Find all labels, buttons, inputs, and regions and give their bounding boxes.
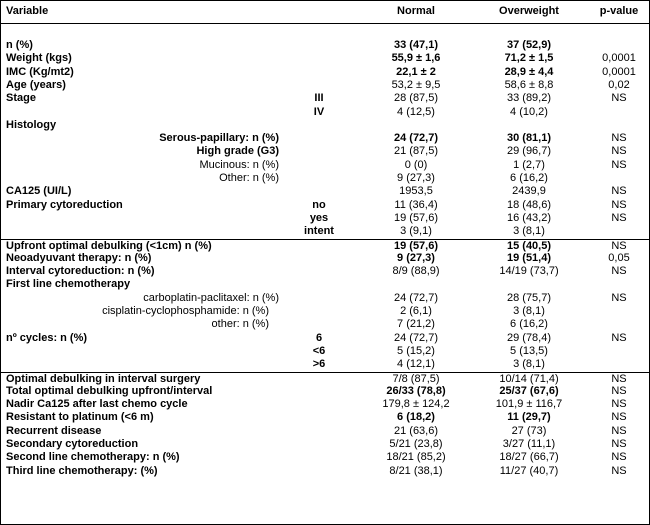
cell-overweight: 3 (8,1)	[513, 225, 545, 238]
table-row	[1, 106, 649, 118]
cell-overweight: 14/19 (73,7)	[499, 265, 559, 278]
cell-overweight: 1 (2,7)	[513, 158, 545, 171]
cell-normal: 11 (36,4)	[394, 198, 438, 211]
table-header	[1, 1, 649, 24]
row-label: First line chemotherapy	[6, 278, 131, 291]
cell-normal: 24 (72,7)	[393, 132, 439, 145]
header-variable: Variable	[6, 5, 49, 17]
cell-normal: 24 (72,7)	[393, 291, 439, 304]
table-row	[1, 385, 649, 397]
cell-overweight: 18 (48,6)	[506, 198, 552, 211]
row-label: n (%)	[6, 39, 33, 51]
table-row	[1, 438, 649, 450]
row-label: Upfront optimal debulking (<1cm) n (%)	[6, 239, 212, 252]
table-row	[1, 225, 649, 237]
cell-overweight: 37 (52,9)	[506, 39, 552, 51]
row-subgroup: >6	[312, 358, 326, 371]
cell-overweight: 3/27 (11,1)	[502, 438, 556, 450]
row-subgroup: 6	[315, 331, 323, 344]
cell-overweight: 11 (29,7)	[507, 411, 551, 424]
row-label: Total optimal debulking upfront/interval	[6, 384, 213, 397]
table-row	[1, 372, 649, 385]
cell-normal: 24 (72,7)	[393, 331, 439, 344]
cell-overweight: 3 (8,1)	[513, 305, 545, 317]
cell-pvalue: NS	[611, 185, 627, 198]
row-subgroup: no	[312, 198, 326, 211]
cell-pvalue: 0,0001	[602, 52, 636, 65]
cell-overweight: 27 (73)	[511, 424, 547, 437]
cell-pvalue: NS	[611, 424, 627, 437]
row-label: Second line chemotherapy: n (%)	[6, 451, 180, 464]
table-row	[1, 318, 649, 330]
row-subgroup: IV	[313, 105, 325, 118]
cell-overweight: 29 (96,7)	[506, 145, 552, 158]
row-label: Neoadyuvant therapy: n (%)	[6, 251, 152, 264]
row-label: Histology	[6, 118, 57, 131]
header-pvalue: p-value	[599, 5, 639, 17]
table-row	[1, 66, 649, 78]
cell-normal: 7 (21,2)	[397, 318, 435, 331]
cell-overweight: 29 (78,4)	[506, 331, 552, 344]
row-label: Other: n (%)	[219, 172, 279, 184]
cell-overweight: 10/14 (71,4)	[499, 372, 559, 385]
table-row	[1, 451, 649, 463]
table-row	[1, 465, 649, 477]
row-label: Serous-papillary: n (%)	[159, 132, 279, 145]
cell-normal: 18/21 (85,2)	[386, 451, 446, 464]
cell-pvalue: NS	[611, 211, 627, 224]
cell-normal: 2 (6,1)	[400, 305, 432, 317]
cell-overweight: 30 (81,1)	[506, 132, 552, 145]
cell-normal: 26/33 (78,8)	[386, 384, 446, 397]
row-label: Primary cytoreduction	[6, 198, 123, 211]
row-label: other: n (%)	[211, 318, 269, 331]
table-row	[1, 172, 649, 184]
cell-overweight: 6 (16,2)	[510, 172, 548, 184]
row-label: IMC (Kg/mt2)	[6, 65, 74, 78]
cell-pvalue: NS	[611, 198, 627, 211]
row-label: Secondary cytoreduction	[6, 438, 139, 450]
header-overweight: Overweight	[499, 5, 559, 17]
table-row	[1, 278, 649, 290]
cell-pvalue: NS	[611, 265, 627, 278]
cell-normal: 0 (0)	[404, 158, 428, 171]
cell-overweight: 16 (43,2)	[506, 211, 552, 224]
cell-normal: 53,2 ± 9,5	[391, 78, 441, 91]
row-label: Mucinous: n (%)	[199, 158, 279, 171]
cell-normal: 55,9 ± 1,6	[391, 52, 441, 65]
cell-overweight: 4 (10,2)	[510, 105, 548, 118]
cell-pvalue: NS	[611, 464, 627, 477]
cell-pvalue: NS	[611, 92, 627, 105]
row-label: Stage	[6, 92, 36, 105]
table-row	[1, 132, 649, 144]
table-row	[1, 145, 649, 157]
row-label: Weight (kgs)	[6, 52, 72, 65]
cell-normal: 8/9 (88,9)	[392, 265, 440, 278]
row-subgroup: intent	[304, 225, 334, 238]
row-label: Age (years)	[6, 78, 66, 91]
header-normal: Normal	[397, 5, 435, 17]
cell-normal: 4 (12,5)	[397, 105, 435, 118]
cell-normal: 19 (57,6)	[393, 211, 439, 224]
cell-normal: 5/21 (23,8)	[389, 438, 443, 450]
cell-pvalue: NS	[611, 239, 627, 252]
cell-normal: 28 (87,5)	[393, 92, 439, 105]
cell-overweight: 19 (51,4)	[506, 251, 552, 264]
table-row	[1, 345, 649, 357]
cell-overweight: 15 (40,5)	[506, 239, 552, 252]
table-row	[1, 159, 649, 171]
table-row	[1, 332, 649, 344]
cell-pvalue: NS	[611, 158, 627, 171]
cell-normal: 3 (9,1)	[400, 225, 432, 238]
cell-normal: 9 (27,3)	[397, 172, 435, 184]
cell-overweight: 6 (16,2)	[510, 318, 548, 331]
cell-pvalue: NS	[611, 451, 627, 464]
row-subgroup: yes	[309, 211, 329, 224]
table-row	[1, 52, 649, 64]
cell-overweight: 25/37 (67,6)	[499, 384, 559, 397]
row-label: Nadir Ca125 after last chemo cycle	[6, 398, 188, 411]
cell-overweight: 11/27 (40,7)	[499, 464, 559, 477]
cell-overweight: 2439,9	[512, 185, 546, 198]
cell-pvalue: 0,02	[608, 78, 630, 91]
table-row	[1, 398, 649, 410]
cell-pvalue: NS	[611, 438, 627, 450]
cell-normal: 33 (47,1)	[393, 39, 439, 51]
cell-overweight: 33 (89,2)	[506, 92, 552, 105]
cell-overweight: 5 (13,5)	[510, 344, 548, 357]
cell-normal: 9 (27,3)	[397, 251, 435, 264]
cell-pvalue: 0,0001	[602, 65, 636, 78]
table-row	[1, 358, 649, 370]
cell-overweight: 58,6 ± 8,8	[504, 78, 554, 91]
table-row	[1, 425, 649, 437]
cell-overweight: 71,2 ± 1,5	[504, 52, 554, 65]
row-label: cisplatin-cyclophosphamide: n (%)	[102, 305, 269, 317]
table-row	[1, 305, 649, 317]
cell-normal: 8/21 (38,1)	[389, 464, 443, 477]
row-label: Resistant to platinum (<6 m)	[6, 411, 154, 424]
row-label: Recurrent disease	[6, 424, 102, 437]
cell-overweight: 3 (8,1)	[513, 358, 545, 371]
cell-overweight: 101,9 ± 116,7	[495, 398, 563, 411]
table-row	[1, 292, 649, 304]
cell-normal: 22,1 ± 2	[396, 65, 436, 78]
table-row	[1, 92, 649, 104]
cell-normal: 19 (57,6)	[393, 239, 439, 252]
table-row	[1, 199, 649, 211]
table-row	[1, 252, 649, 264]
cell-pvalue: NS	[611, 372, 627, 385]
cell-normal: 179,8 ± 124,2	[382, 398, 450, 411]
cell-normal: 21 (87,5)	[393, 145, 439, 158]
row-subgroup: <6	[312, 344, 326, 357]
cell-normal: 1953,5	[399, 185, 433, 198]
row-label: High grade (G3)	[196, 145, 279, 158]
row-label: Third line chemotherapy: (%)	[6, 464, 158, 477]
cell-normal: 4 (12,1)	[397, 358, 435, 371]
cell-pvalue: NS	[611, 384, 627, 397]
cell-pvalue: NS	[611, 331, 627, 344]
table-row	[1, 411, 649, 423]
cell-overweight: 18/27 (66,7)	[499, 451, 559, 464]
table-row	[1, 185, 649, 197]
cell-overweight: 28 (75,7)	[506, 291, 552, 304]
row-subgroup: III	[314, 92, 324, 105]
table-row	[1, 79, 649, 91]
row-label: nº cycles: n (%)	[6, 331, 88, 344]
cell-pvalue: NS	[611, 291, 627, 304]
cell-normal: 7/8 (87,5)	[392, 372, 440, 385]
cell-normal: 5 (15,2)	[397, 344, 435, 357]
table-row	[1, 239, 649, 252]
cell-pvalue: NS	[611, 132, 627, 145]
cell-normal: 21 (63,6)	[393, 424, 439, 437]
cell-pvalue: 0,05	[608, 251, 630, 264]
row-label: carboplatin-paclitaxel: n (%)	[143, 291, 279, 304]
cell-pvalue: NS	[611, 145, 627, 158]
row-label: CA125 (UI/L)	[6, 185, 72, 198]
cell-normal: 6 (18,2)	[397, 411, 435, 424]
cell-pvalue: NS	[611, 411, 627, 424]
table-row	[1, 212, 649, 224]
cell-pvalue: NS	[611, 398, 627, 411]
row-label: Interval cytoreduction: n (%)	[6, 265, 155, 278]
cell-overweight: 28,9 ± 4,4	[504, 65, 554, 78]
table-row	[1, 265, 649, 277]
table-row	[1, 119, 649, 131]
table-row	[1, 39, 649, 51]
row-label: Optimal debulking in interval surgery	[6, 372, 201, 385]
